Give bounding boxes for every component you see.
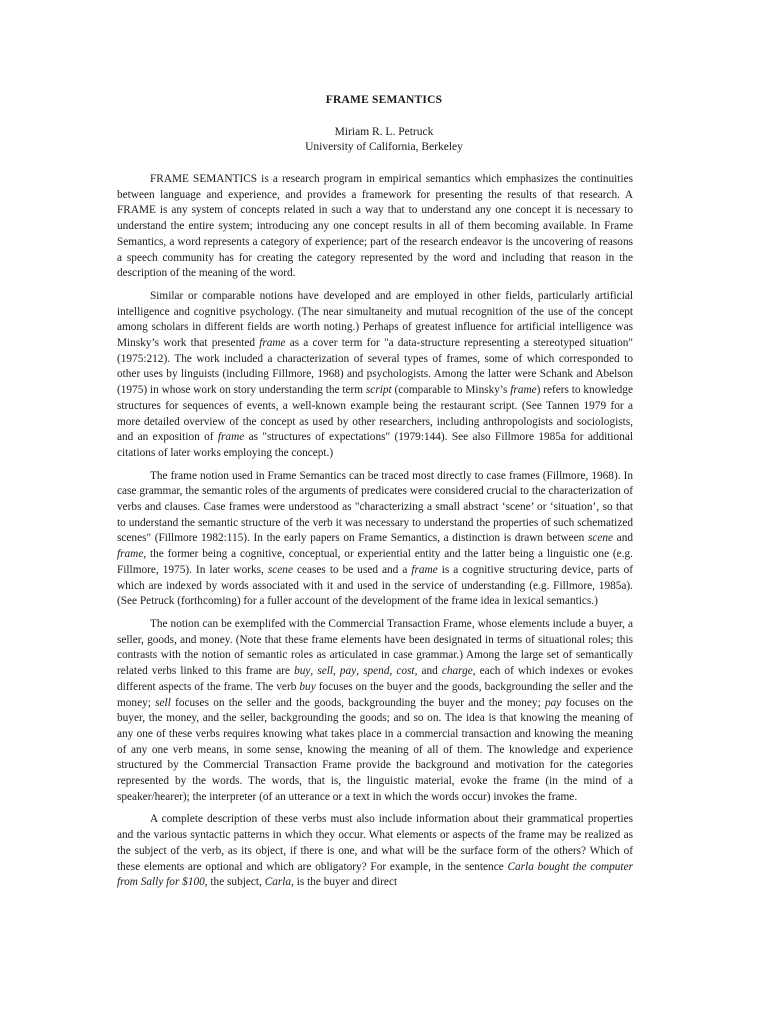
text-run: as "structures of expectations" (1979:144). See also Fillmore 1985a for additional citations of later works employing the concept.): [117, 431, 633, 459]
text-run: ceases to be used and a: [292, 563, 412, 576]
italic-term: buy: [294, 665, 311, 678]
italic-term: frame: [217, 431, 245, 444]
text-run: ,: [389, 665, 397, 678]
italic-term: scene: [267, 563, 293, 576]
text-run: ,: [310, 665, 318, 678]
text-run: ,: [333, 665, 340, 678]
text-run: , is the buyer and direct: [291, 876, 398, 889]
italic-term: pay: [339, 665, 357, 678]
text-run: A complete description of these verbs must also include information about their grammatical properties and the various syntactic patterns in which they occur. What elements or aspects of the frame may be realized as the subject of the verb, as its object, if there is one, and what will be the surface form of the others? Which of these elements are optional and which are obligatory? For example, in the sentence: [117, 813, 633, 873]
italic-term: Carla: [264, 876, 292, 889]
italic-term: pay: [544, 696, 562, 709]
body-text: [117, 172, 633, 898]
italic-term: buy: [299, 680, 316, 693]
text-run: The frame notion used in Frame Semantics can be traced most directly to case frames (Fillmore, 1968). In case grammar, the semantic roles of the arguments of predicates were considered crucial to the characterization of verbs and clauses. Case frames were understood as "characterizing a small abstract ‘scene’ or ‘situation’, so that to understand the semantic structure of the verb it was necessary to understand the properties of such schematized scenes" (Fillmore 1982:115). In the early papers on Frame Semantics, a distinction is drawn between: [117, 469, 633, 545]
italic-term: sell: [155, 696, 171, 709]
body-paragraph: [117, 289, 633, 462]
text-run: , and: [414, 665, 442, 678]
text-run: , each of which indexes or evokes different aspects of the frame. The verb: [117, 665, 633, 693]
author-affiliation: University of California, Berkeley: [305, 141, 463, 153]
italic-term: script: [365, 384, 392, 397]
italic-term: cost: [396, 665, 415, 678]
text-run: ) refers to knowledge structures for sequences of events, a well-known example being the restaurant script. (See Tannen 1979 for a more detailed overview of the concept as used by other researchers, including anthropologists and sociologists, and an exposition of: [117, 384, 633, 444]
text-run: focuses on the buyer, the money, and the seller, backgrounding the goods; and so on. The idea is that knowing the meaning of any one of these verbs requires knowing what takes place in a commercial transaction and knowing the meaning of any one verb means, in some sense, knowing the meaning of all of them. The knowledge and experience structured by the Commercial Transaction Frame provide the background and motivation for the categories represented by the words. The words, that is, the linguistic material, evoke the frame (in the mind of a speaker/hearer); the interpreter (of an utterance or a text in which the words occur) invokes the frame.: [117, 696, 634, 803]
italic-term: spend: [363, 665, 390, 678]
body-paragraph: [117, 469, 633, 610]
text-run: focuses on the seller and the goods, backgrounding the buyer and the money;: [170, 696, 545, 709]
italic-term: frame: [411, 563, 438, 576]
body-paragraph: [117, 617, 633, 805]
body-paragraph: [117, 172, 633, 282]
text-run: , the former being a cognitive, conceptual, or experiential entity and the latter being a linguistic one (e.g. Fillmore, 1975). In later works,: [117, 548, 633, 576]
italic-term: charge: [441, 665, 473, 678]
text-run: , the subject,: [204, 876, 265, 889]
italic-term: sell: [317, 665, 334, 678]
text-run: focuses on the buyer and the goods, backgrounding the seller and the money;: [117, 680, 633, 709]
author-block: [0, 125, 768, 155]
text-run: The notion can be exemplifed with the Commercial Transaction Frame, whose elements include a buyer, a seller, goods, and money. (Note that these frame elements have been designated in terms of situational roles; this contrasts with the notion of semantic roles as articulated in case grammar.) Among the large set of semantically related verbs linked to this frame are: [117, 617, 633, 678]
text-run: and: [613, 532, 633, 545]
italic-term: frame: [510, 384, 537, 397]
paper-title: FRAME SEMANTICS: [325, 94, 443, 106]
italic-term: Carla bought the computer from Sally for $100: [117, 860, 633, 889]
text-run: as a cover term for "a data-structure representing a stereotyped situation" (1975:212). The work included a characterization of several types of frames, some of which corresponded to other uses by linguists (including Fillmore, 1968) and psychologists. Among the latter were Schank and Abelson (1975) in whose work on story understanding the term: [117, 337, 633, 397]
body-paragraph: [117, 812, 633, 891]
text-run: is a cognitive structuring device, parts of which are indexed by words associated with it and used in the service of understanding (e.g. Fillmore, 1985a). (See Petruck (forthcoming) for a fuller account of the development of the frame idea in lexical semantics.): [117, 563, 633, 608]
author-name: Miriam R. L. Petruck: [334, 126, 434, 138]
text-run: ,: [356, 665, 364, 678]
text-run: FRAME SEMANTICS is a research program in empirical semantics which emphasizes the continuities between language and experience, and provides a framework for presenting the results of that research. A FRAME is any system of concepts related in such a way that to understand any one concept it is necessary to understand the entire system; introducing any one concept results in all of them becoming available. In Frame Semantics, a word represents a category of experience; part of the research endeavor is the uncovering of reasons a speech community has for creating the category represented by the word and including that reason in the description of the meaning of the word.: [117, 173, 633, 280]
italic-term: frame: [259, 337, 286, 350]
text-run: Similar or comparable notions have developed and are employed in other fields, particularly artificial intelligence and cognitive psychology. (The near simultaneity and mutual recognition of the use of the concept among scholars in different fields are worth noting.) Perhaps of greatest influence for artificial intelligence was Minsky’s work that presented: [117, 289, 633, 350]
text-run: (comparable to Minsky’s: [391, 384, 511, 397]
italic-term: scene: [587, 532, 614, 545]
italic-term: frame: [117, 548, 144, 561]
